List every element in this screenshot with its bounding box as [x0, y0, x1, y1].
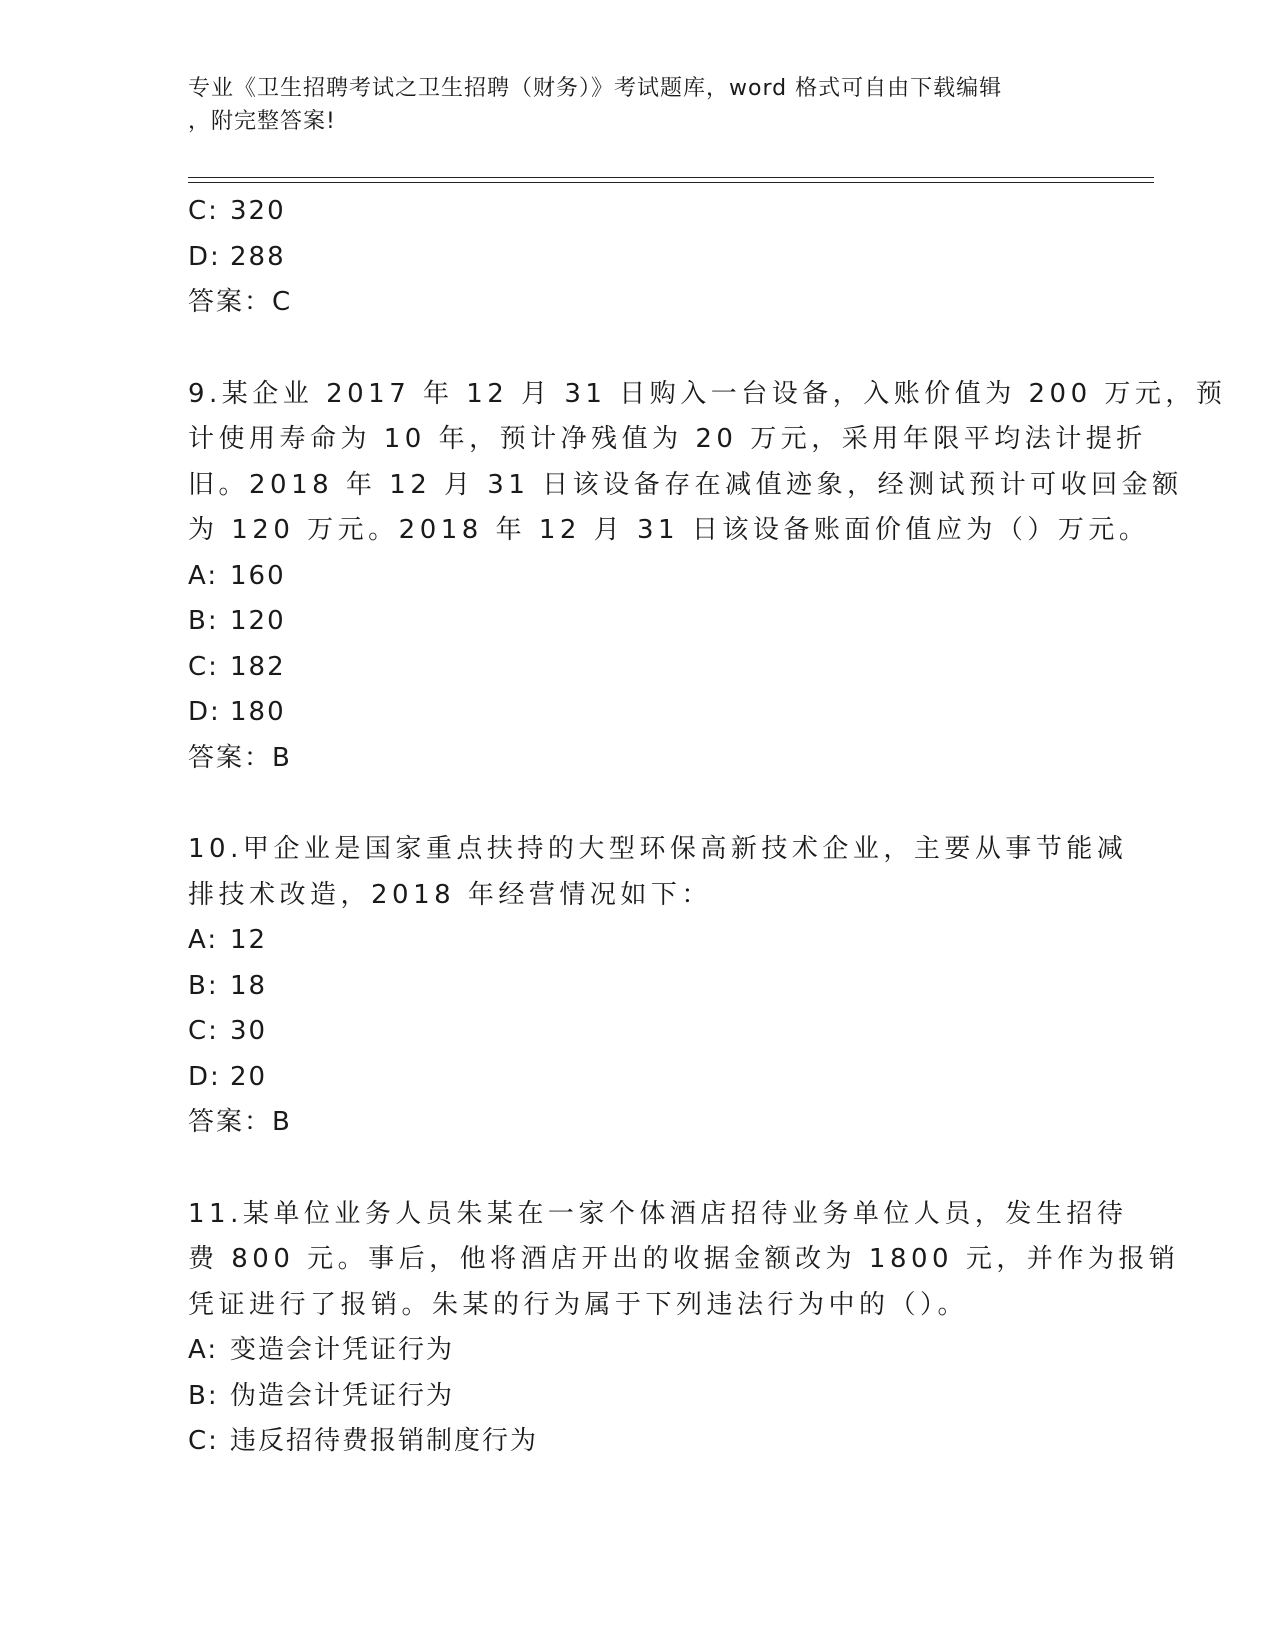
option-key: C:	[188, 1426, 219, 1456]
question-text-line: 计使用寿命为 10 年，预计净残值为 20 万元，采用年限平均法计提折	[188, 424, 1147, 454]
answer-line: 答案：B	[188, 742, 292, 773]
option-key: C:	[188, 196, 219, 226]
header-rule-top	[188, 177, 1154, 178]
question-text-line: 费 800 元。事后，他将酒店开出的收据金额改为 1800 元，并作为报销	[188, 1244, 1180, 1274]
option-text: 160	[230, 560, 286, 591]
spacer	[188, 1146, 1088, 1192]
option-item	[188, 918, 1088, 964]
option-text: 180	[230, 697, 286, 727]
option-key: C:	[188, 1016, 219, 1046]
prev-question	[188, 189, 1088, 326]
option-item	[188, 690, 1088, 736]
option-key: B:	[188, 606, 219, 636]
option-text: 20	[230, 1061, 268, 1092]
option-item	[188, 1055, 1088, 1101]
answer-line: 答案：B	[188, 1107, 292, 1137]
option-text: 288	[230, 241, 286, 272]
option-text: 违反招待费报销制度行为	[230, 1426, 539, 1456]
header-line-1: 专业《卫生招聘考试之卫生招聘（财务）》考试题库，word 格式可自由下载编辑	[188, 76, 1003, 101]
question-10	[188, 827, 1128, 1146]
option-text: 18	[230, 970, 268, 1001]
page-header	[188, 72, 1088, 138]
option-text: 伪造会计凭证行为	[230, 1380, 455, 1411]
option-item	[188, 1328, 1088, 1374]
question-text-line: 9.某企业 2017 年 12 月 31 日购入一台设备，入账价值为 200 万元，预	[188, 378, 1227, 409]
option-key: A:	[188, 1335, 219, 1365]
option-key: D:	[188, 697, 221, 727]
option-key: D:	[188, 241, 221, 272]
question-text-line: 旧。2018 年 12 月 31 日该设备存在减值迹象，经测试预计可收回金额	[188, 469, 1183, 500]
question-9	[188, 372, 1227, 782]
spacer	[188, 781, 1088, 827]
option-text: 182	[230, 651, 286, 682]
option-item	[188, 964, 1088, 1010]
question-text-line: 11.某单位业务人员朱某在一家个体酒店招待业务单位人员，发生招待	[188, 1198, 1128, 1229]
question-text-line: 为 120 万元。2018 年 12 月 31 日该设备账面价值应为（）万元。	[188, 515, 1150, 545]
header-line-2: ，附完整答案!	[188, 109, 336, 134]
option-item	[188, 599, 1088, 645]
option-item	[188, 554, 1088, 600]
header-rule-bottom	[188, 182, 1154, 183]
option-key: C:	[188, 651, 219, 682]
question-text-line: 凭证进行了报销。朱某的行为属于下列违法行为中的（）。	[188, 1289, 969, 1320]
question-text-line: 排技术改造，2018 年经营情况如下：	[188, 879, 712, 910]
option-item	[188, 1374, 1088, 1420]
question-11	[188, 1192, 1180, 1465]
option-key: D:	[188, 1061, 221, 1092]
option-key: A:	[188, 925, 219, 955]
option-item	[188, 235, 1088, 281]
option-key: B:	[188, 1380, 219, 1411]
question-text-line: 10.甲企业是国家重点扶持的大型环保高新技术企业，主要从事节能减	[188, 834, 1128, 864]
option-text: 30	[230, 1016, 268, 1046]
option-item	[188, 645, 1088, 691]
option-item	[188, 1009, 1088, 1055]
option-text: 320	[230, 196, 286, 226]
option-text: 120	[230, 606, 286, 636]
option-text: 变造会计凭证行为	[230, 1335, 455, 1365]
answer-line: 答案：C	[188, 287, 293, 317]
option-key: B:	[188, 970, 219, 1001]
spacer	[188, 326, 1088, 372]
option-key: A:	[188, 560, 219, 591]
option-text: 12	[230, 925, 268, 955]
option-item	[188, 189, 1088, 235]
option-item	[188, 1419, 1088, 1465]
question-content	[188, 189, 1227, 1465]
